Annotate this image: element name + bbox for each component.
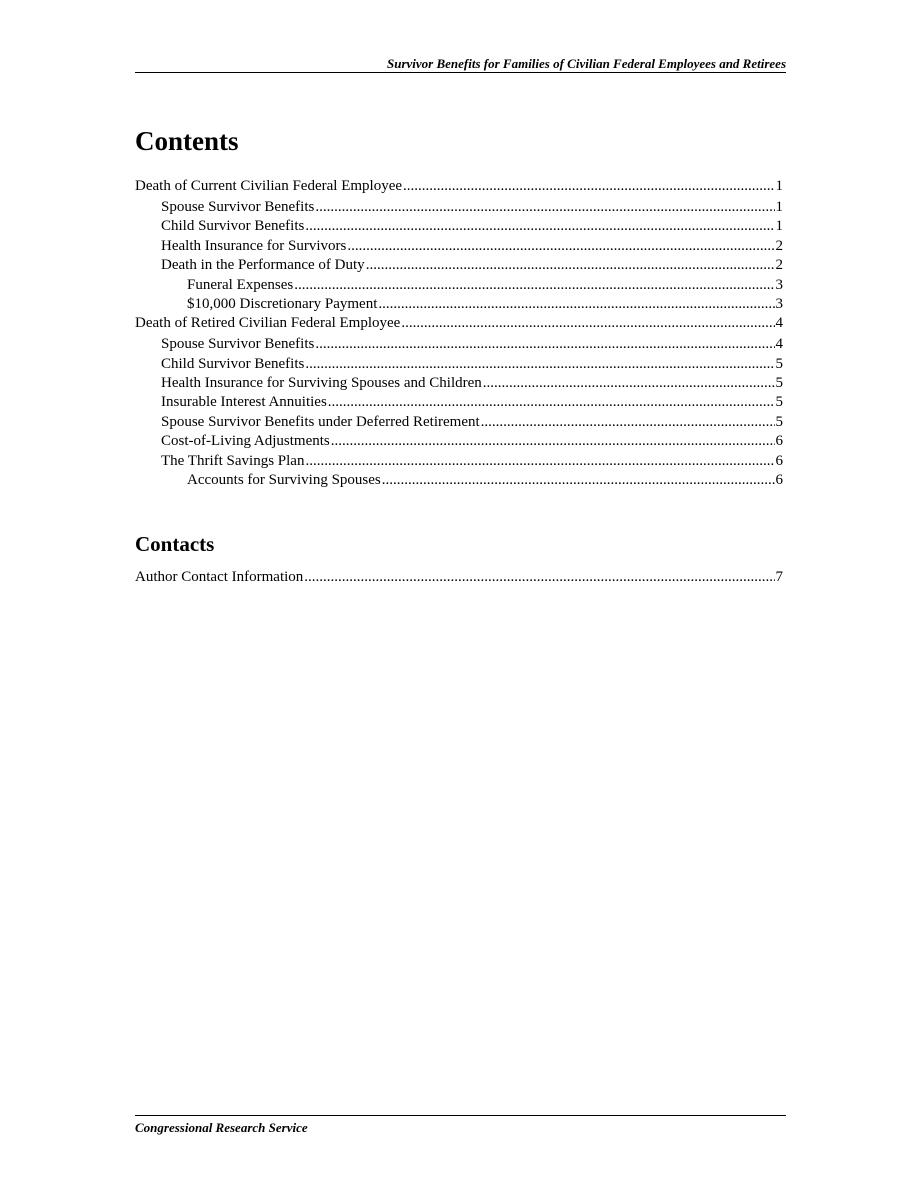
dot-leader: [304, 568, 774, 587]
toc-entry-page: 3: [775, 276, 783, 293]
dot-leader: [347, 237, 774, 256]
dot-leader: [328, 393, 775, 412]
toc-entry-label: Funeral Expenses: [187, 276, 294, 293]
dot-leader: [481, 413, 775, 432]
toc-entry[interactable]: [135, 413, 783, 432]
toc-entry-label: Insurable Interest Annuities: [161, 394, 327, 411]
dot-leader: [294, 276, 774, 295]
toc-entry-label: Health Insurance for Surviving Spouses and Children: [161, 375, 482, 392]
toc-entry[interactable]: [135, 198, 783, 217]
dot-leader: [403, 177, 774, 196]
toc-entry-label: Spouse Survivor Benefits: [161, 336, 315, 353]
dot-leader: [305, 355, 774, 374]
toc-entry-page: 2: [775, 237, 783, 254]
dot-leader: [305, 217, 774, 236]
toc-entry-label: Accounts for Surviving Spouses: [187, 472, 381, 489]
toc-entry-page: 4: [775, 315, 783, 332]
dot-leader: [305, 452, 774, 471]
toc-entry[interactable]: [135, 393, 783, 412]
toc-entry-label: Spouse Survivor Benefits under Deferred Retirement: [161, 413, 480, 430]
toc-entry-page: 5: [775, 375, 783, 392]
toc-entry-label: The Thrift Savings Plan: [161, 452, 305, 469]
running-header: Survivor Benefits for Families of Civilian Federal Employees and Retirees: [386, 56, 786, 71]
toc-entry[interactable]: [135, 314, 783, 333]
toc-entry[interactable]: [135, 177, 783, 196]
toc-entry-page: 1: [775, 178, 783, 194]
toc-entry-page: 5: [775, 394, 783, 411]
contents-heading: Contents: [135, 126, 239, 156]
dot-leader: [331, 432, 775, 451]
toc-entry[interactable]: [135, 335, 783, 354]
dot-leader: [315, 198, 774, 217]
toc-entry[interactable]: [135, 432, 783, 451]
toc-entry-page: 7: [775, 569, 783, 585]
footer-rule: [135, 1115, 786, 1116]
toc-entry-page: 3: [775, 295, 783, 312]
toc-entry[interactable]: [135, 452, 783, 471]
toc-entry-page: 4: [775, 336, 783, 353]
toc-entry-page: 1: [775, 198, 783, 215]
dot-leader: [483, 374, 775, 393]
toc-entry[interactable]: [135, 374, 783, 393]
toc-entry-label: Health Insurance for Survivors: [161, 237, 347, 254]
toc-entry-page: 5: [775, 413, 783, 430]
toc-entry[interactable]: [135, 355, 783, 374]
toc-entry[interactable]: [135, 471, 783, 490]
dot-leader: [401, 314, 774, 333]
header-rule: [135, 72, 786, 73]
dot-leader: [382, 471, 775, 490]
toc-entry-label: Death of Retired Civilian Federal Employee: [135, 315, 401, 332]
toc-entry[interactable]: [135, 237, 783, 256]
toc-entry-label: Child Survivor Benefits: [161, 355, 305, 372]
toc-entry-label: Author Contact Information: [135, 569, 304, 585]
toc-entry-label: Death in the Performance of Duty: [161, 257, 365, 274]
toc-entry-page: 1: [775, 218, 783, 235]
toc-entry-page: 6: [775, 452, 783, 469]
toc-entry-page: 6: [775, 433, 783, 450]
toc-entry[interactable]: [135, 276, 783, 295]
toc-entry-page: 5: [775, 355, 783, 372]
toc-entry-page: 6: [775, 472, 783, 489]
toc-entry-label: $10,000 Discretionary Payment: [187, 295, 378, 312]
toc-entry-label: Cost-of-Living Adjustments: [161, 433, 330, 450]
toc-entry[interactable]: [135, 295, 783, 314]
toc-entry-page: 2: [775, 257, 783, 274]
toc-entry-label: Death of Current Civilian Federal Employee: [135, 178, 403, 194]
contacts-heading: Contacts: [135, 532, 215, 556]
dot-leader: [315, 335, 774, 354]
dot-leader: [366, 256, 775, 275]
dot-leader: [378, 295, 774, 314]
running-footer: Congressional Research Service: [135, 1120, 308, 1135]
toc-entry[interactable]: [135, 217, 783, 236]
toc-entry[interactable]: [135, 256, 783, 275]
toc-entry[interactable]: [135, 568, 783, 587]
toc-entry-label: Spouse Survivor Benefits: [161, 198, 315, 215]
contents-list: [135, 177, 783, 490]
contacts-list: [135, 568, 783, 587]
toc-entry-label: Child Survivor Benefits: [161, 218, 305, 235]
